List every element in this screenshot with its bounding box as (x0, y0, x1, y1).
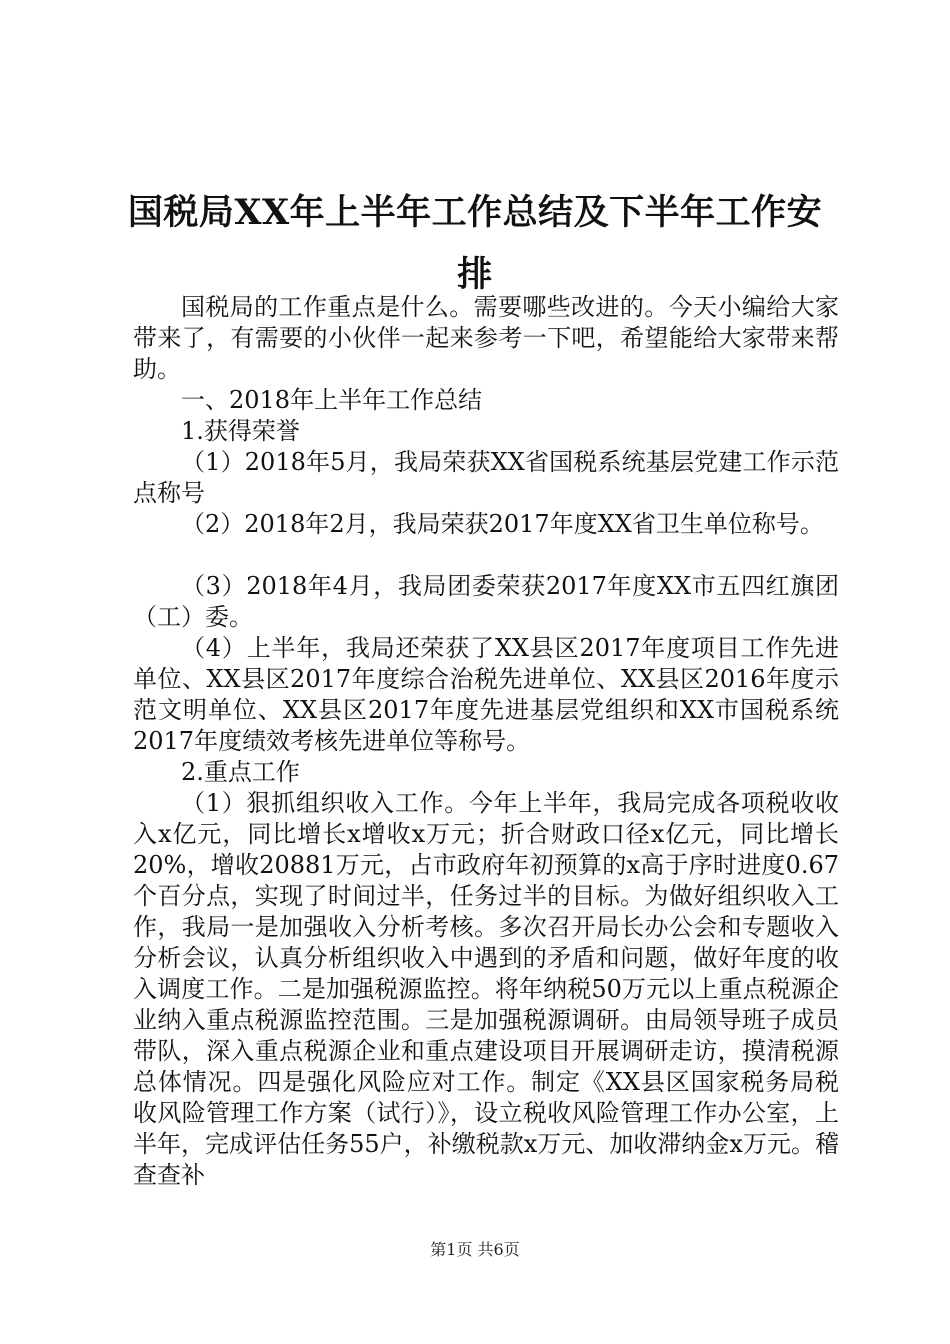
paragraph-gap (133, 540, 839, 571)
honor-item-4: （4）上半年，我局还荣获了XX县区2017年度项目工作先进单位、XX县区2017年度综合治税先进单位、XX县区2016年度示范文明单位、XX县区2017年度先进基层党组织和XX市国税系统2017年度绩效考核先进单位等称号。 (133, 634, 839, 755)
subsection-heading-key-work: 2.重点工作 (181, 758, 300, 786)
intro-paragraph: 国税局的工作重点是什么。需要哪些改进的。今天小编给大家带来了，有需要的小伙伴一起来参考一下吧，希望能给大家带来帮助。 (133, 293, 839, 383)
honor-item-2: （2）2018年2月，我局荣获2017年度XX省卫生单位称号。 (181, 510, 824, 538)
section-heading: 一、2018年上半年工作总结 (181, 386, 483, 414)
honor-item-3: （3）2018年4月，我局团委荣获2017年度XX市五四红旗团（工）委。 (133, 572, 839, 631)
key-work-item-1: （1）狠抓组织收入工作。今年上半年，我局完成各项税收收入x亿元，同比增长x增收x万元；折合财政口径x亿元，同比增长20%，增收20881万元，占市政府年初预算的x高于序时进度0.67个百分点，实现了时间过半，任务过半的目标。为做好组织收入工作，我局一是加强收入分析考核。多次召开局长办公会和专题收入分析会议，认真分析组织收入中遇到的矛盾和问题，做好年度的收入调度工作。二是加强税源监控。将年纳税50万元以上重点税源企业纳入重点税源监控范围。三是加强税源调研。由局领导班子成员带队，深入重点税源企业和重点建设项目开展调研走访，摸清税源总体情况。四是强化风险应对工作。制定《XX县区国家税务局税收风险管理工作方案（试行）》，设立税收风险管理工作办公室，上半年，完成评估任务55户，补缴税款x万元、加收滞纳金x万元。稽查查补 (133, 789, 839, 1189)
document-body (133, 292, 839, 1191)
subsection-heading-honors: 1.获得荣誉 (181, 417, 300, 445)
document-title: 国税局XX年上半年工作总结及下半年工作安排 (127, 192, 823, 295)
honor-item-1: （1）2018年5月，我局荣获XX省国税系统基层党建工作示范点称号 (133, 448, 839, 507)
page-footer: 第1页 共6页 (430, 1240, 520, 1259)
